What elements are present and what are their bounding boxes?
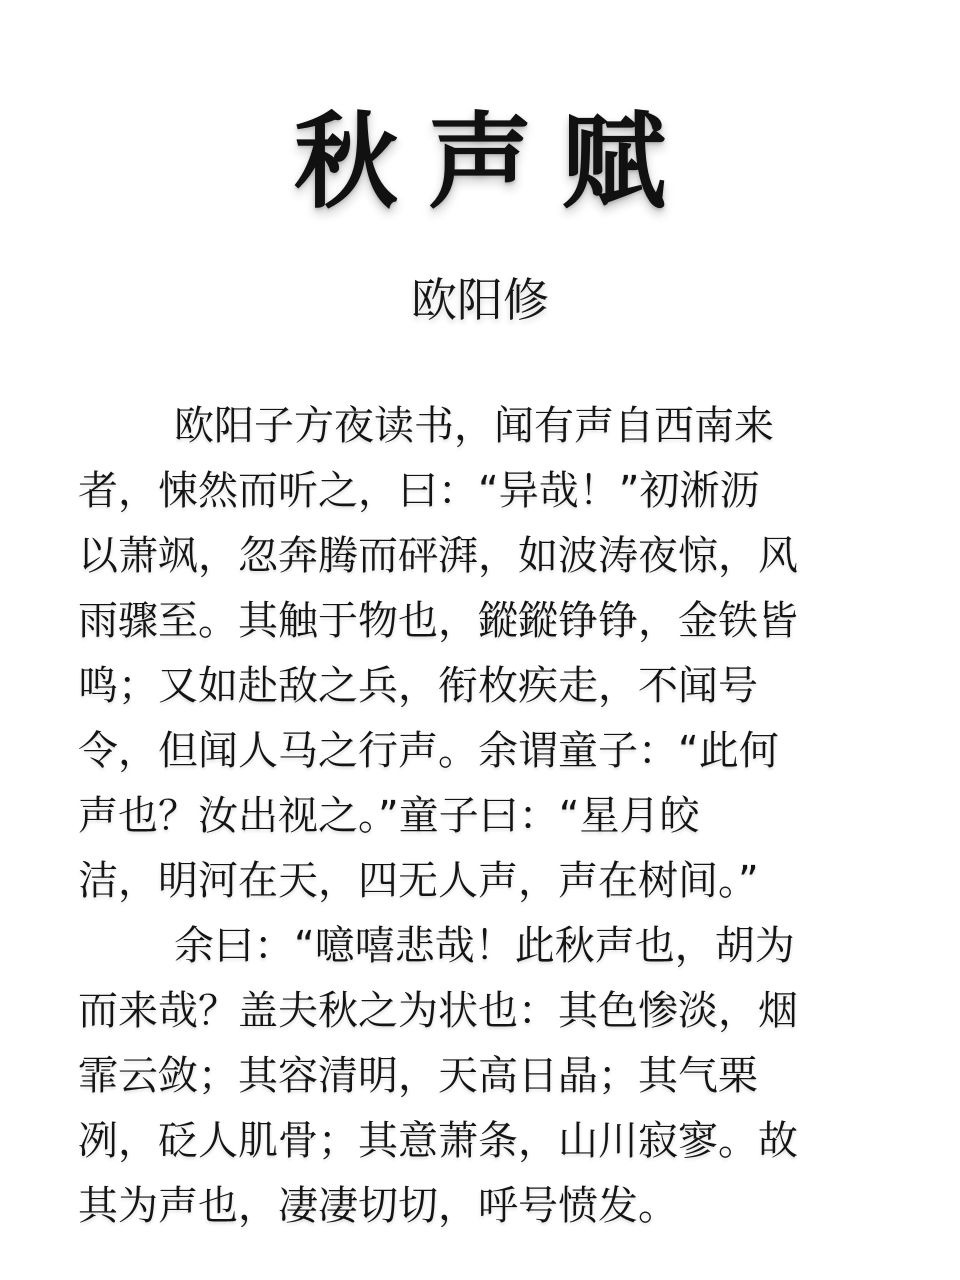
- text-line: 冽，砭人肌骨；其意萧条，山川寂寥。故: [78, 1118, 798, 1164]
- text-line: 其为声也，凄凄切切，呼号愤发。: [78, 1183, 678, 1229]
- text-line: 鸣；又如赴敌之兵，衔枚疾走，不闻号: [78, 663, 758, 709]
- text-line: 声也？汝出视之。”童子曰：“星月皎: [78, 793, 700, 839]
- text-line: 令，但闻人马之行声。余谓童子：“此何: [78, 728, 779, 774]
- author-name: 欧阳修: [411, 273, 549, 327]
- page-title: 秋声赋: [293, 101, 696, 223]
- text-line: 余曰：“噫嘻悲哉！此秋声也，胡为: [174, 923, 795, 969]
- text-line: 欧阳子方夜读书，闻有声自西南来: [174, 403, 774, 449]
- text-line: 而来哉？盖夫秋之为状也：其色惨淡，烟: [78, 988, 798, 1034]
- text-line: 雨骤至。其触于物也，鏦鏦铮铮，金铁皆: [78, 598, 798, 644]
- text-line: 以萧飒，忽奔腾而砰湃，如波涛夜惊，风: [78, 533, 798, 579]
- text-line: 洁，明河在天，四无人声，声在树间。”: [78, 858, 759, 904]
- essay-body: [78, 394, 878, 1239]
- text-line: 者，悚然而听之，曰：“异哉！”初淅沥: [78, 468, 760, 514]
- text-line: 霏云敛；其容清明，天高日晶；其气栗: [78, 1053, 758, 1099]
